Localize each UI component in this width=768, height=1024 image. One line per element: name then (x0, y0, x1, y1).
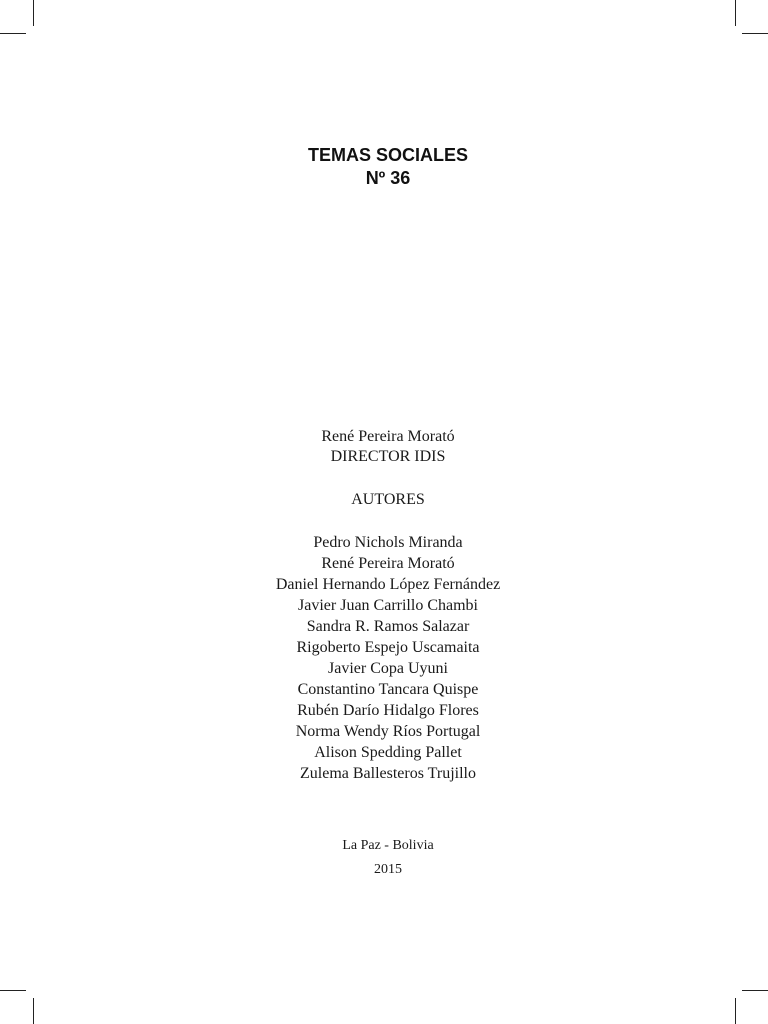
author-item: René Pereira Morató (321, 555, 455, 572)
author-item: Zulema Ballesteros Trujillo (300, 765, 476, 782)
issue-number: Nº 36 (365, 168, 411, 188)
director-role: DIRECTOR IDIS (330, 448, 446, 465)
author-item: Javier Copa Uyuni (328, 660, 448, 677)
crop-mark-bottom-left-vertical (33, 998, 34, 1024)
author-item: Pedro Nichols Miranda (313, 534, 463, 551)
imprint-block (0, 834, 768, 882)
author-item: Rigoberto Espejo Uscamaita (296, 639, 480, 656)
crop-mark-bottom-left-horizontal (0, 990, 26, 991)
author-item: Rubén Darío Hidalgo Flores (297, 702, 479, 719)
crop-mark-top-left-horizontal (0, 33, 26, 34)
crop-mark-top-right-horizontal (742, 33, 768, 34)
author-item: Sandra R. Ramos Salazar (306, 618, 470, 635)
crop-mark-top-left-vertical (33, 0, 34, 26)
crop-mark-bottom-right-horizontal (742, 990, 768, 991)
series-title: TEMAS SOCIALES (307, 145, 468, 165)
director-name: René Pereira Morató (321, 428, 455, 445)
author-item: Javier Juan Carrillo Chambi (298, 597, 478, 614)
title-block (0, 144, 768, 190)
director-block (0, 427, 768, 467)
author-item: Alison Spedding Pallet (314, 744, 462, 761)
authors-list (0, 532, 768, 784)
author-item: Constantino Tancara Quispe (297, 681, 479, 698)
author-item: Daniel Hernando López Fernández (275, 576, 501, 593)
author-item: Norma Wendy Ríos Portugal (295, 723, 481, 740)
crop-mark-top-right-vertical (735, 0, 736, 26)
imprint-year: 2015 (374, 862, 402, 877)
crop-mark-bottom-right-vertical (735, 998, 736, 1024)
imprint-place: La Paz - Bolivia (342, 838, 434, 853)
authors-heading: AUTORES (351, 491, 425, 508)
